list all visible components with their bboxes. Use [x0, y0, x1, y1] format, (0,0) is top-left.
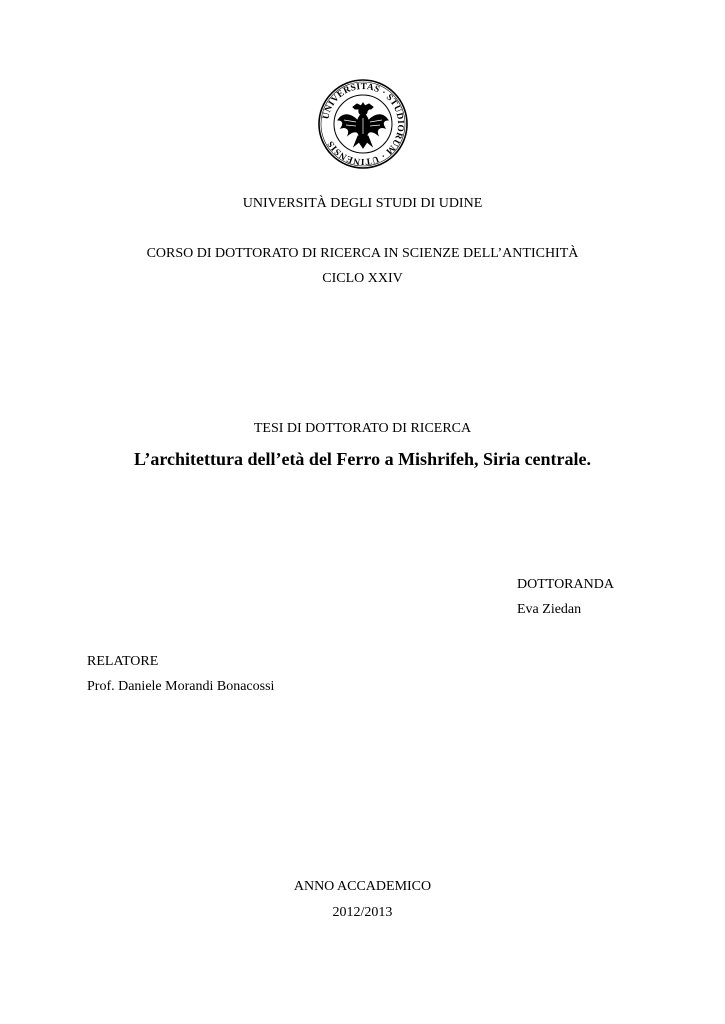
- university-seal-icon: [317, 78, 409, 170]
- supervisor-name: Prof. Daniele Morandi Bonacossi: [87, 679, 275, 694]
- candidate-role: DOTTORANDA: [517, 577, 614, 592]
- doctoral-cycle: CICLO XXIV: [322, 271, 403, 286]
- doctoral-course: CORSO DI DOTTORATO DI RICERCA IN SCIENZE DELL’ANTICHITÀ: [146, 246, 579, 261]
- seal-ring-text: UNIVERSITAS · STUDIORUM · UTINENSIS: [320, 80, 407, 168]
- academic-year-label: ANNO ACCADEMICO: [293, 879, 432, 894]
- thesis-title: L’architettura dell’età del Ferro a Mishrifeh, Siria centrale.: [133, 449, 592, 469]
- thesis-label: TESI DI DOTTORATO DI RICERCA: [253, 421, 472, 436]
- supervisor-role: RELATORE: [87, 654, 159, 669]
- university-name: UNIVERSITÀ DEGLI STUDI DI UDINE: [242, 196, 483, 211]
- candidate-name: Eva Ziedan: [517, 602, 582, 617]
- academic-year-value: 2012/2013: [332, 905, 393, 920]
